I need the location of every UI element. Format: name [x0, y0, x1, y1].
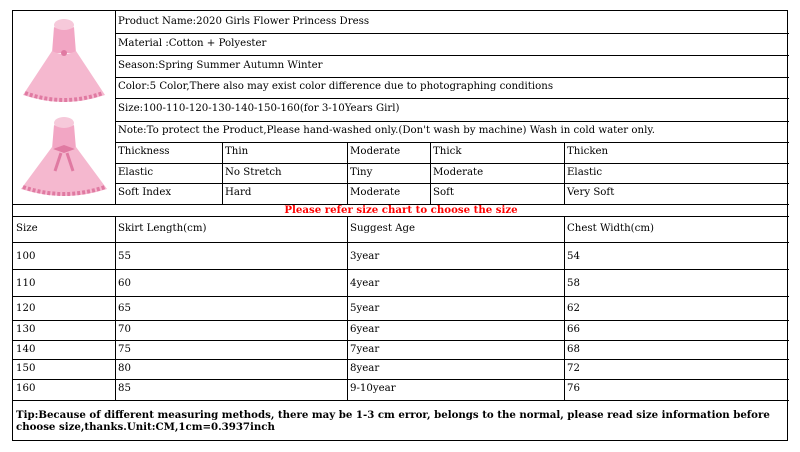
attr-value: Thick [433, 146, 462, 157]
table-cell-length: 60 [118, 278, 131, 289]
attr-value: Moderate [350, 146, 401, 157]
product-name: Product Name:2020 Girls Flower Princess Dress [118, 16, 370, 27]
table-cell-age: 9-10year [350, 383, 396, 394]
tip-text: Tip:Because of different measuring methods, there may be 1-3 cm error, belongs to the normal, please read size information before choose size,thanks.Unit:CM,1cm=0.3937inch [16, 409, 770, 433]
table-cell-length: 85 [118, 383, 131, 394]
header-suggest-age: Suggest Age [350, 223, 416, 234]
attr-value: Hard [225, 187, 252, 198]
size-chart-sheet [12, 10, 788, 441]
table-cell-chest: 76 [567, 383, 580, 394]
table-cell-length: 70 [118, 324, 131, 335]
dress-front-image [13, 13, 115, 109]
table-cell-size: 130 [16, 324, 36, 335]
table-cell-chest: 68 [567, 344, 580, 355]
size-chart-title: Please refer size chart to choose the size [284, 205, 518, 216]
attr-value: Soft [433, 187, 454, 198]
table-cell-age: 3year [350, 251, 380, 262]
table-cell-age: 6year [350, 324, 380, 335]
attr-value: Very Soft [567, 187, 615, 198]
attr-value: Thicken [567, 146, 609, 157]
table-cell-length: 75 [118, 344, 131, 355]
table-cell-chest: 58 [567, 278, 580, 289]
table-cell-size: 100 [16, 251, 36, 262]
header-chest-width: Chest Width(cm) [567, 223, 654, 234]
product-season: Season:Spring Summer Autumn Winter [118, 60, 323, 71]
attr-value: Moderate [350, 187, 401, 198]
table-cell-length: 55 [118, 251, 131, 262]
attr-value: Elastic [567, 167, 603, 178]
table-cell-chest: 62 [567, 303, 580, 314]
table-cell-size: 150 [16, 363, 36, 374]
table-cell-age: 8year [350, 363, 380, 374]
product-note: Note:To protect the Product,Please hand-washed only.(Don't wash by machine) Wash in cold water only. [118, 125, 655, 136]
table-cell-chest: 66 [567, 324, 580, 335]
attr-value: Moderate [433, 167, 484, 178]
table-cell-length: 80 [118, 363, 131, 374]
attr-label-soft-index: Soft Index [118, 187, 172, 198]
header-size: Size [16, 223, 38, 234]
product-color: Color:5 Color,There also may exist color difference due to photographing conditions [118, 81, 554, 92]
table-cell-age: 4year [350, 278, 380, 289]
table-cell-size: 110 [16, 278, 36, 289]
product-material: Material :Cotton + Polyester [118, 38, 267, 49]
table-cell-chest: 54 [567, 251, 580, 262]
attr-value: Tiny [350, 167, 373, 178]
table-cell-size: 160 [16, 383, 36, 394]
attr-value: Thin [225, 146, 249, 157]
table-cell-length: 65 [118, 303, 131, 314]
table-cell-age: 7year [350, 344, 380, 355]
product-size: Size:100-110-120-130-140-150-160(for 3-10Years Girl) [118, 103, 400, 114]
table-cell-chest: 72 [567, 363, 580, 374]
attr-label-thickness: Thickness [118, 146, 170, 157]
dress-back-image [13, 111, 115, 203]
header-skirt-length: Skirt Length(cm) [118, 223, 207, 234]
table-cell-size: 120 [16, 303, 36, 314]
table-cell-size: 140 [16, 344, 36, 355]
attr-label-elastic: Elastic [118, 167, 154, 178]
table-cell-age: 5year [350, 303, 380, 314]
attr-value: No Stretch [225, 167, 282, 178]
